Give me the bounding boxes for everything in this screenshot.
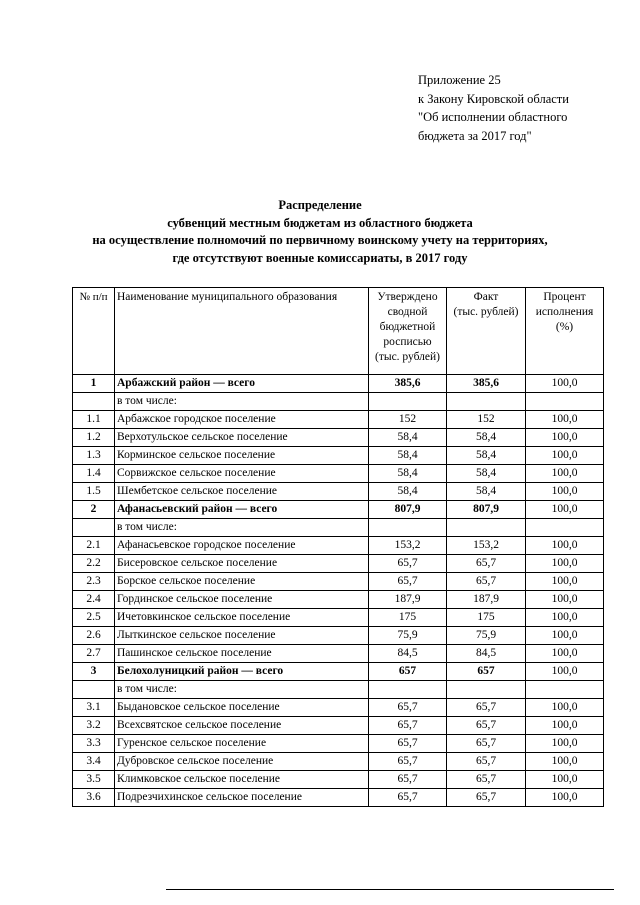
cell-name: Афанасьевский район — всего <box>115 501 369 519</box>
cell-percent: 100,0 <box>526 609 604 627</box>
header-approved-line: сводной <box>387 306 428 318</box>
cell-num: 2.1 <box>73 537 115 555</box>
cell-name: Верхотульское сельское поселение <box>115 429 369 447</box>
cell-approved: 84,5 <box>369 645 447 663</box>
table-row <box>73 771 604 789</box>
cell-percent: 100,0 <box>526 465 604 483</box>
cell-approved: 65,7 <box>369 699 447 717</box>
cell-approved: 65,7 <box>369 789 447 807</box>
cell-name: в том числе: <box>115 393 369 411</box>
cell-percent: 100,0 <box>526 717 604 735</box>
table-row <box>73 483 604 501</box>
cell-approved: 65,7 <box>369 573 447 591</box>
cell-percent: 100,0 <box>526 501 604 519</box>
cell-approved: 187,9 <box>369 591 447 609</box>
cell-fact: 153,2 <box>447 537 526 555</box>
cell-name: Ичетовкинское сельское поселение <box>115 609 369 627</box>
table-row <box>73 753 604 771</box>
cell-name: Пашинское сельское поселение <box>115 645 369 663</box>
table-row-subheading <box>73 519 604 537</box>
cell-fact: 807,9 <box>447 501 526 519</box>
cell-fact: 65,7 <box>447 789 526 807</box>
cell-percent: 100,0 <box>526 699 604 717</box>
header-fact-line: Факт <box>473 291 499 303</box>
cell-num <box>73 393 115 411</box>
cell-approved: 75,9 <box>369 627 447 645</box>
cell-num: 2.6 <box>73 627 115 645</box>
cell-approved: 153,2 <box>369 537 447 555</box>
document-title <box>40 197 600 267</box>
distribution-table <box>72 287 604 807</box>
cell-num: 1.4 <box>73 465 115 483</box>
header-percent-line: Процент <box>543 291 586 303</box>
cell-num: 2 <box>73 501 115 519</box>
cell-num: 3.2 <box>73 717 115 735</box>
header-approved <box>369 288 447 375</box>
header-percent-line: исполнения <box>535 306 594 318</box>
appendix-block <box>418 71 569 145</box>
table-row-district <box>73 663 604 681</box>
cell-name: Арбажское городское поселение <box>115 411 369 429</box>
table-row <box>73 555 604 573</box>
cell-num: 2.2 <box>73 555 115 573</box>
cell-percent: 100,0 <box>526 627 604 645</box>
cell-num: 1 <box>73 375 115 393</box>
cell-fact: 65,7 <box>447 573 526 591</box>
cell-num: 1.5 <box>73 483 115 501</box>
cell-percent: 100,0 <box>526 429 604 447</box>
cell-name: Лыткинское сельское поселение <box>115 627 369 645</box>
cell-approved: 65,7 <box>369 735 447 753</box>
cell-approved <box>369 681 447 699</box>
cell-approved: 58,4 <box>369 429 447 447</box>
cell-percent: 100,0 <box>526 789 604 807</box>
cell-approved: 657 <box>369 663 447 681</box>
cell-name: Бисеровское сельское поселение <box>115 555 369 573</box>
appendix-line: бюджета за 2017 год" <box>418 128 532 143</box>
cell-approved: 385,6 <box>369 375 447 393</box>
table-row <box>73 465 604 483</box>
table-row <box>73 627 604 645</box>
table-row-district <box>73 375 604 393</box>
cell-percent: 100,0 <box>526 537 604 555</box>
header-fact <box>447 288 526 375</box>
cell-percent: 100,0 <box>526 771 604 789</box>
header-percent <box>526 288 604 375</box>
cell-fact <box>447 519 526 537</box>
cell-name: Шембетское сельское поселение <box>115 483 369 501</box>
cell-fact: 657 <box>447 663 526 681</box>
header-approved-line: росписью <box>383 336 432 348</box>
table-row <box>73 699 604 717</box>
cell-percent: 100,0 <box>526 411 604 429</box>
page-bottom-rule <box>166 889 614 890</box>
cell-name: Быдановское сельское поселение <box>115 699 369 717</box>
cell-fact: 175 <box>447 609 526 627</box>
appendix-line: "Об исполнении областного <box>418 110 568 124</box>
cell-fact: 58,4 <box>447 483 526 501</box>
cell-fact: 65,7 <box>447 699 526 717</box>
cell-fact: 58,4 <box>447 465 526 483</box>
cell-approved: 58,4 <box>369 465 447 483</box>
header-fact-line: (тыс. рублей) <box>453 306 519 318</box>
table-row-subheading <box>73 393 604 411</box>
cell-percent: 100,0 <box>526 591 604 609</box>
table-row <box>73 447 604 465</box>
cell-name: в том числе: <box>115 519 369 537</box>
cell-num: 1.1 <box>73 411 115 429</box>
table-header-row <box>73 288 604 375</box>
cell-approved <box>369 393 447 411</box>
header-percent-line: (%) <box>555 321 574 333</box>
cell-fact: 75,9 <box>447 627 526 645</box>
cell-approved: 65,7 <box>369 555 447 573</box>
table-row <box>73 735 604 753</box>
cell-name: Арбажский район — всего <box>115 375 369 393</box>
table-row <box>73 411 604 429</box>
cell-fact <box>447 393 526 411</box>
cell-approved: 807,9 <box>369 501 447 519</box>
cell-num: 3 <box>73 663 115 681</box>
cell-num <box>73 681 115 699</box>
cell-approved: 152 <box>369 411 447 429</box>
cell-num: 2.3 <box>73 573 115 591</box>
cell-fact: 65,7 <box>447 555 526 573</box>
table-row <box>73 645 604 663</box>
cell-name: Климковское сельское поселение <box>115 771 369 789</box>
cell-approved: 65,7 <box>369 717 447 735</box>
cell-approved: 58,4 <box>369 483 447 501</box>
cell-approved: 65,7 <box>369 771 447 789</box>
cell-num: 3.3 <box>73 735 115 753</box>
cell-name: Гуренское сельское поселение <box>115 735 369 753</box>
cell-percent: 100,0 <box>526 555 604 573</box>
cell-percent: 100,0 <box>526 483 604 501</box>
cell-fact: 187,9 <box>447 591 526 609</box>
cell-percent: 100,0 <box>526 735 604 753</box>
cell-percent <box>526 393 604 411</box>
cell-name: Подрезчихинское сельское поселение <box>115 789 369 807</box>
cell-name: Гординское сельское поселение <box>115 591 369 609</box>
title-line: Распределение <box>278 198 362 212</box>
cell-percent <box>526 681 604 699</box>
cell-percent <box>526 519 604 537</box>
cell-name: Всехсвятское сельское поселение <box>115 717 369 735</box>
appendix-line: к Закону Кировской области <box>418 91 569 106</box>
cell-name: Афанасьевское городское поселение <box>115 537 369 555</box>
cell-num <box>73 519 115 537</box>
cell-percent: 100,0 <box>526 447 604 465</box>
cell-fact: 65,7 <box>447 753 526 771</box>
cell-num: 3.1 <box>73 699 115 717</box>
cell-fact <box>447 681 526 699</box>
cell-fact: 58,4 <box>447 447 526 465</box>
cell-percent: 100,0 <box>526 573 604 591</box>
header-num: № п/п <box>73 288 115 375</box>
cell-num: 1.2 <box>73 429 115 447</box>
header-approved-line: (тыс. рублей) <box>374 351 441 363</box>
cell-percent: 100,0 <box>526 375 604 393</box>
cell-num: 2.5 <box>73 609 115 627</box>
cell-name: Белохолуницкий район — всего <box>115 663 369 681</box>
cell-fact: 385,6 <box>447 375 526 393</box>
header-approved-line: Утверждено <box>377 291 438 303</box>
cell-fact: 58,4 <box>447 429 526 447</box>
table-row-subheading <box>73 681 604 699</box>
table-row <box>73 717 604 735</box>
cell-num: 3.5 <box>73 771 115 789</box>
cell-num: 3.4 <box>73 753 115 771</box>
cell-percent: 100,0 <box>526 753 604 771</box>
cell-name: Корминское сельское поселение <box>115 447 369 465</box>
table-row <box>73 609 604 627</box>
cell-percent: 100,0 <box>526 645 604 663</box>
cell-num: 1.3 <box>73 447 115 465</box>
cell-name: Борское сельское поселение <box>115 573 369 591</box>
cell-fact: 84,5 <box>447 645 526 663</box>
cell-fact: 65,7 <box>447 771 526 789</box>
cell-approved: 65,7 <box>369 753 447 771</box>
cell-fact: 152 <box>447 411 526 429</box>
table-row-district <box>73 501 604 519</box>
cell-approved: 58,4 <box>369 447 447 465</box>
cell-approved <box>369 519 447 537</box>
header-approved-line: бюджетной <box>379 321 436 333</box>
cell-num: 2.4 <box>73 591 115 609</box>
cell-percent: 100,0 <box>526 663 604 681</box>
cell-num: 3.6 <box>73 789 115 807</box>
table-row <box>73 591 604 609</box>
appendix-line: Приложение 25 <box>418 73 501 87</box>
cell-fact: 65,7 <box>447 717 526 735</box>
cell-name: Дубровское сельское поселение <box>115 753 369 771</box>
cell-approved: 175 <box>369 609 447 627</box>
title-line: субвенций местным бюджетам из областного бюджета <box>167 215 473 230</box>
cell-fact: 65,7 <box>447 735 526 753</box>
title-line: где отсутствуют военные комиссариаты, в 2017 году <box>172 250 468 265</box>
cell-name: в том числе: <box>115 681 369 699</box>
cell-num: 2.7 <box>73 645 115 663</box>
table-row <box>73 429 604 447</box>
table-row <box>73 789 604 807</box>
table-row <box>73 537 604 555</box>
table-row <box>73 573 604 591</box>
cell-name: Сорвижское сельское поселение <box>115 465 369 483</box>
title-line: на осуществление полномочий по первичному воинскому учету на территориях, <box>92 233 548 247</box>
header-name: Наименование муниципального образования <box>115 288 369 375</box>
